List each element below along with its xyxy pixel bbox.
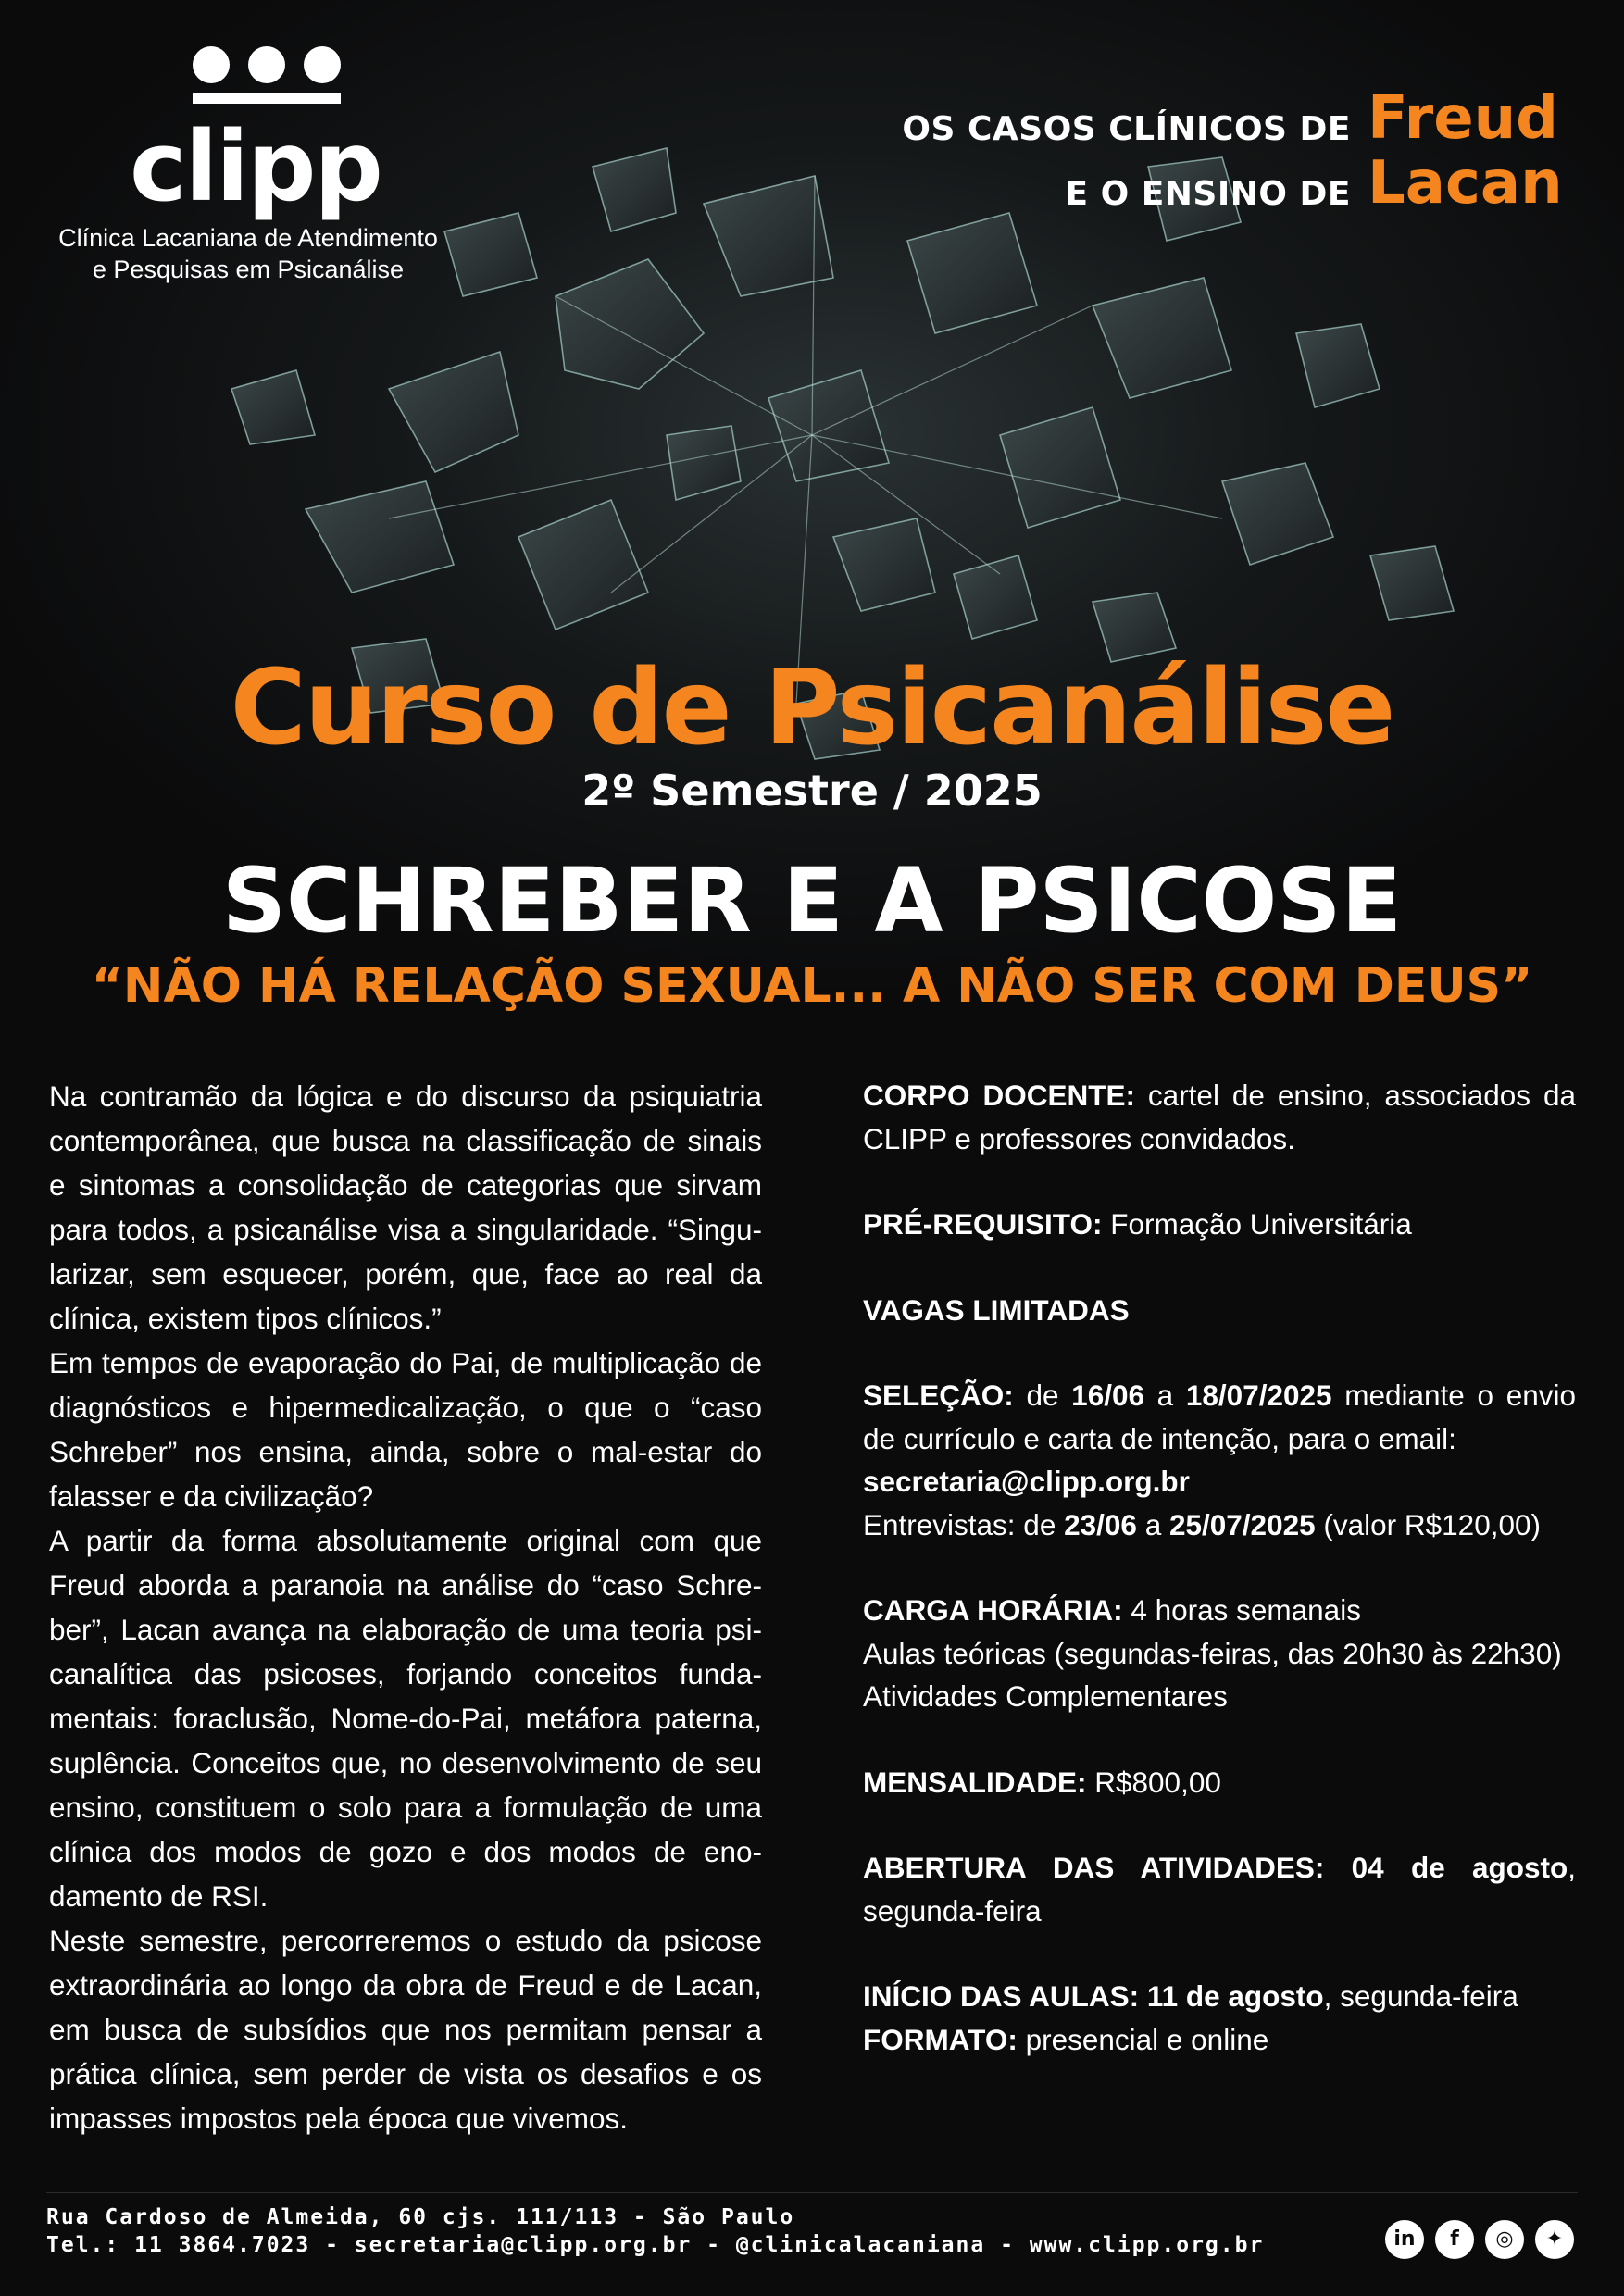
inicio-text: , segunda-feira [1323,1979,1518,2013]
carga-line-2: Aulas teóricas (segundas-feiras, das 20h30 às 22h30) [863,1636,1562,1670]
series-heading [902,84,1573,218]
logo-wordmark: clipp [130,110,381,223]
logo-subtitle [44,222,452,285]
formato-label: FORMATO: [863,2022,1018,2056]
info-carga-horaria [863,1589,1576,1718]
inicio-line [863,1975,1576,2018]
info-mensalidade [863,1761,1576,1804]
selecao-text-3: mediante o envio de currículo e carta de intenção, para o email: [863,1379,1576,1455]
twitter-icon[interactable]: ✦ [1535,2220,1574,2259]
description-paragraph: Na contramão da lógica e do discurso da psiquiatria contemporânea, que busca na classificação de sinais e sintomas a consolidação de categorias que sirvam para todos, a psicanálise visa a singularidade. “Singularizar, sem esquecer, porém, que, face ao real da clínica, existem tipos clínicos.” [49,1079,762,1335]
course-title: Curso de Psicanálise [230,648,1394,768]
selecao-date-start: 16/06 [1071,1379,1144,1412]
info-inicio-formato [863,1975,1576,2061]
selecao-date-end: 18/07/2025 [1185,1379,1332,1412]
entrevistas-date-end: 25/07/2025 [1168,1507,1316,1541]
vagas-label: VAGAS LIMITADAS [863,1292,1130,1327]
info-selecao [863,1374,1576,1546]
linkedin-icon[interactable]: in [1385,2220,1424,2259]
logo-subtitle-line-1: Clínica Lacaniana de Atendimento [58,224,438,252]
description-paragraph: A partir da forma absolutamente original com que Freud aborda a paranoia na análise do “caso Schreber”, Lacan avança na elaboração de uma teoria psicanalítica das psicoses, forjando conceitos fundamentais: foraclusão, Nome-do-Pai, metáfora paterna, suplência. Conceitos que, no desenvolvimento de seu ensino, constituem o solo para a formulação de uma clínica dos modos de gozo e dos modos de enodamento de RSI. [49,1524,762,1913]
formato-text: presencial e online [1017,2022,1269,2056]
series-name-lacan: Lacan [1368,149,1563,218]
mensalidade-label: MENSALIDADE: [863,1765,1087,1799]
selecao-label: SELEÇÃO: [863,1379,1014,1412]
entrevistas-date-start: 23/06 [1064,1507,1137,1541]
formato-line [863,2018,1576,2062]
footer-divider [46,2192,1578,2193]
carga-line-3: Atividades Complementares [863,1679,1228,1713]
corpo-docente-label: CORPO DOCENTE: [863,1079,1135,1112]
entrevistas-text-2: a [1136,1507,1169,1541]
entrevistas-text-3: (valor R$120,00) [1315,1507,1541,1541]
abertura-label: ABERTURA DAS ATIVIDADES: 04 de agosto [863,1851,1568,1884]
main-title: SCHREBER E A PSICOSE [221,849,1403,953]
carga-text: 4 horas semanais [1122,1593,1361,1627]
footer-contact [46,2203,1343,2259]
footer-contact-line[interactable]: Tel.: 11 3864.7023 - secretaria@clipp.org.br - @clinicalacaniana - www.clipp.org.br [46,2233,1265,2257]
series-row-lacan [902,149,1573,218]
course-subtitle-quote: “NÃO HÁ RELAÇÃO SEXUAL... A NÃO SER COM DEUS” [91,958,1533,1014]
info-pre-requisito [863,1203,1576,1246]
logo-dots-icon [193,46,346,104]
info-abertura [863,1846,1576,1932]
social-icons [1385,2220,1580,2265]
carga-label: CARGA HORÁRIA: [863,1593,1123,1627]
footer-address: Rua Cardoso de Almeida, 60 cjs. 111/113 - São Paulo [46,2205,795,2229]
info-corpo-docente [863,1074,1576,1160]
series-prefix-2: E O ENSINO DE [1065,175,1351,213]
semester-label: 2º Semestre / 2025 [581,766,1043,816]
course-description [49,1074,762,2140]
inicio-label: INÍCIO DAS AULAS: 11 de agosto [863,1979,1324,2013]
pre-requisito-text: Formação Universitária [1102,1207,1412,1241]
course-info [863,1074,1576,2061]
series-name-freud: Freud [1368,84,1558,153]
info-vagas [863,1289,1576,1332]
series-row-freud [902,84,1573,154]
corpo-docente-text: cartel de ensino, associados da CLIPP e professores convidados. [863,1079,1576,1155]
instagram-icon[interactable]: ◎ [1485,2220,1524,2259]
selecao-text-2: a [1144,1379,1186,1412]
facebook-icon[interactable]: f [1435,2220,1474,2259]
entrevistas-line [863,1504,1576,1547]
entrevistas-text-1: Entrevistas: de [863,1507,1065,1541]
pre-requisito-label: PRÉ-REQUISITO: [863,1207,1103,1241]
series-prefix-1: OS CASOS CLÍNICOS DE [902,110,1351,148]
mensalidade-text: R$800,00 [1086,1765,1221,1799]
selecao-text-1: de [1013,1379,1072,1412]
logo-subtitle-line-2: e Pesquisas em Psicanálise [92,256,405,283]
abertura-text: , segunda-feira [863,1851,1576,1928]
description-paragraph: Neste semestre, percorreremos o estudo da psicose extraordinária ao longo da obra de Freud e de Lacan, em busca de subsídios que nos permitam pensar a prática clínica, sem perder de vista os desafios e os impasses impostos pela época que vivemos. [49,1924,762,2135]
selecao-email-link[interactable]: secretaria@clipp.org.br [863,1465,1190,1498]
description-paragraph: Em tempos de evaporação do Pai, de multiplicação de diagnósticos e hipermedicalização, o que o “caso Schreber” nos ensina, ainda, sobre o mal-estar do falasser e da civilização? [49,1346,762,1513]
